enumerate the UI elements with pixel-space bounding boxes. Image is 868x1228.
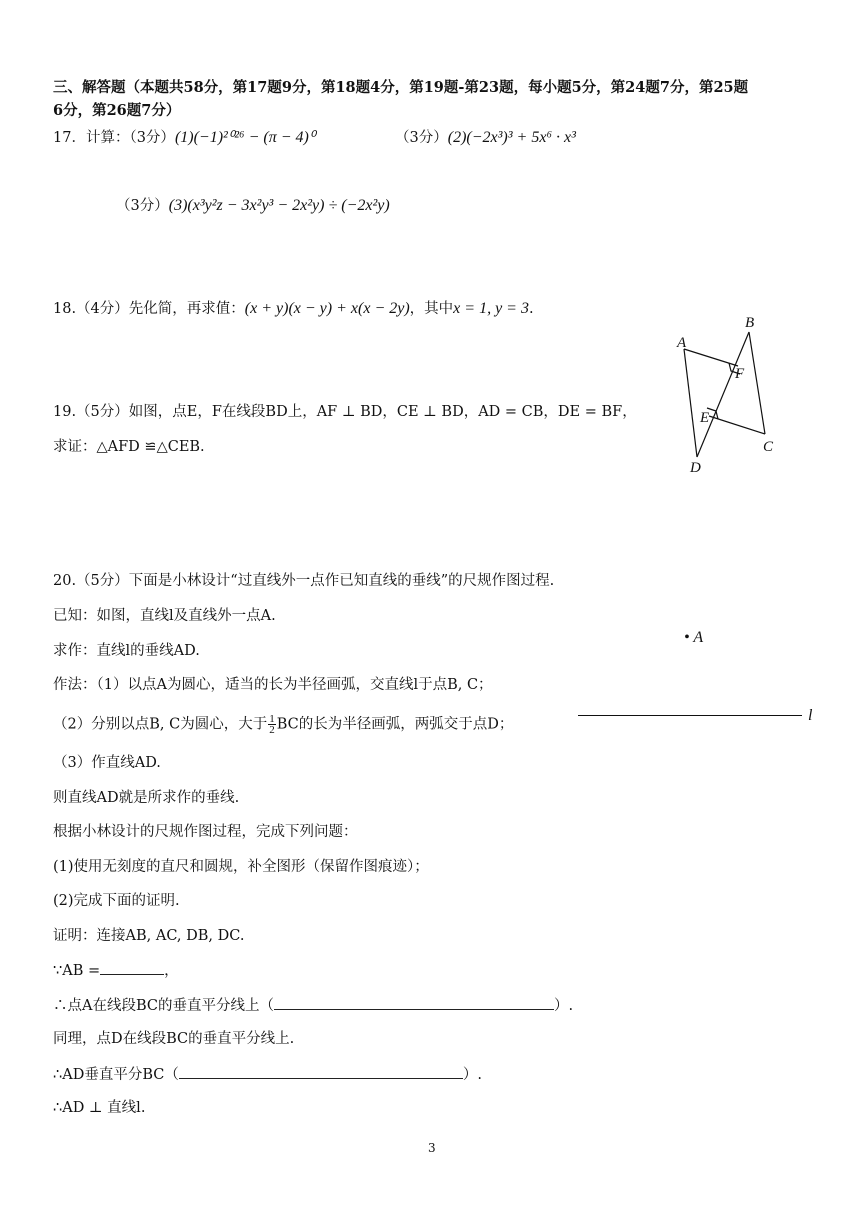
q20-line13 bbox=[53, 995, 573, 1016]
q17-expr1: (1)(−1)²⁰²⁶ − (π − 4)⁰ bbox=[174, 129, 316, 146]
section-header-line2: 6分，第26题7分） bbox=[53, 102, 181, 119]
q17-part3 bbox=[116, 196, 390, 216]
q20-line8: 根据小林设计的尺规作图过程，完成下列问题： bbox=[53, 824, 358, 840]
q17-pts2: （3分） bbox=[395, 130, 448, 146]
segment-AD bbox=[684, 349, 697, 457]
label-E: E bbox=[700, 410, 710, 426]
q18-expr: (x + y)(x − y) + x(x − 2y) bbox=[244, 300, 410, 317]
q18 bbox=[53, 299, 534, 319]
q20-line4: 作法：（1）以点A为圆心，适当的长为半径画弧，交直线l于点B, C； bbox=[53, 677, 493, 693]
q20-line5 bbox=[53, 714, 513, 735]
q20-line13b: ）. bbox=[554, 998, 574, 1014]
q17-expr2: (2)(−2x³)³ + 5x⁶ · x³ bbox=[447, 129, 576, 146]
segment-BD bbox=[697, 332, 749, 457]
q17-prefix: 17．计算：（3分） bbox=[53, 130, 175, 146]
q17-expr3: (3)(x³y²z − 3x²y³ − 2x²y) ÷ (−2x²y) bbox=[168, 197, 390, 214]
line-l bbox=[578, 715, 802, 716]
q20-line12 bbox=[53, 960, 179, 981]
label-D: D bbox=[690, 460, 701, 476]
segment-AF bbox=[684, 349, 738, 366]
right-angle-mark-F bbox=[729, 363, 740, 374]
q20-line9: (1)使用无刻度的直尺和圆规，补全图形（保留作图痕迹）； bbox=[53, 859, 429, 875]
q20-line10: (2)完成下面的证明. bbox=[53, 893, 180, 909]
label-B: B bbox=[745, 315, 755, 331]
q18-tail-text: ，其中 bbox=[409, 301, 454, 317]
q18-text: 18.（4分）先化简，再求值： bbox=[53, 301, 245, 317]
q20-line13a: ∴点A在线段BC的垂直平分线上（ bbox=[53, 998, 274, 1014]
q20-line12a: ∵AB = bbox=[53, 963, 101, 979]
q20-line15 bbox=[53, 1064, 482, 1085]
segment-BC bbox=[749, 332, 765, 434]
line-l-label: l bbox=[808, 707, 813, 724]
answer-blank-reason2[interactable] bbox=[179, 1064, 463, 1079]
q20-line5b: BC的长为半径画弧，两弧交于点D； bbox=[276, 716, 514, 733]
q20-line1: 20.（5分）下面是小林设计“过直线外一点作已知直线的垂线”的尺规作图过程. bbox=[53, 573, 555, 589]
right-angle-mark-E bbox=[707, 408, 718, 419]
q20-line5a: （2）分别以点B, C为圆心，大于 bbox=[53, 716, 268, 733]
answer-blank-ab[interactable] bbox=[100, 960, 164, 975]
q17-pts3: （3分） bbox=[116, 198, 169, 214]
answer-blank-reason1[interactable] bbox=[274, 995, 554, 1010]
q19-line2: 求证：△AFD ≌△CEB. bbox=[53, 439, 205, 455]
label-C: C bbox=[763, 439, 774, 455]
q20-line14: 同理，点D在线段BC的垂直平分线上. bbox=[53, 1031, 295, 1047]
q17-row1 bbox=[53, 128, 315, 148]
label-A: A bbox=[677, 335, 687, 351]
q20-line7: 则直线AD就是所求作的垂线. bbox=[53, 790, 240, 806]
point-A-label: • A bbox=[684, 629, 704, 646]
q20-line16: ∴AD ⊥ 直线l. bbox=[53, 1100, 146, 1116]
page-number: 3 bbox=[428, 1141, 436, 1155]
label-F: F bbox=[735, 366, 745, 382]
q18-tail-expr: x = 1, y = 3 bbox=[453, 300, 529, 317]
q20-line15a: ∴AD垂直平分BC（ bbox=[53, 1067, 179, 1083]
fraction-one-half: $\frac{1}{2}$ bbox=[269, 713, 275, 736]
section-header-line1: 三、解答题（本题共58分，第17题9分，第18题4分，第19题-第23题，每小题5分，第24题7分，第25题 bbox=[53, 79, 749, 96]
q20-line6: （3）作直线AD. bbox=[53, 755, 161, 771]
q19-line1: 19.（5分）如图，点E，F在线段BD上，AF ⊥ BD，CE ⊥ BD，AD = CB，DE = BF， bbox=[53, 404, 637, 420]
q20-line3: 求作：直线l的垂线AD. bbox=[53, 643, 200, 659]
q20-line11: 证明：连接AB, AC, DB, DC. bbox=[53, 928, 245, 944]
q18-end: . bbox=[528, 301, 534, 317]
q17-part2 bbox=[395, 128, 576, 148]
q20-line15b: ）. bbox=[462, 1067, 482, 1083]
q20-line2: 已知：如图，直线l及直线外一点A. bbox=[53, 608, 276, 624]
segment-EC bbox=[709, 416, 765, 434]
q20-line12b: ， bbox=[164, 963, 179, 979]
